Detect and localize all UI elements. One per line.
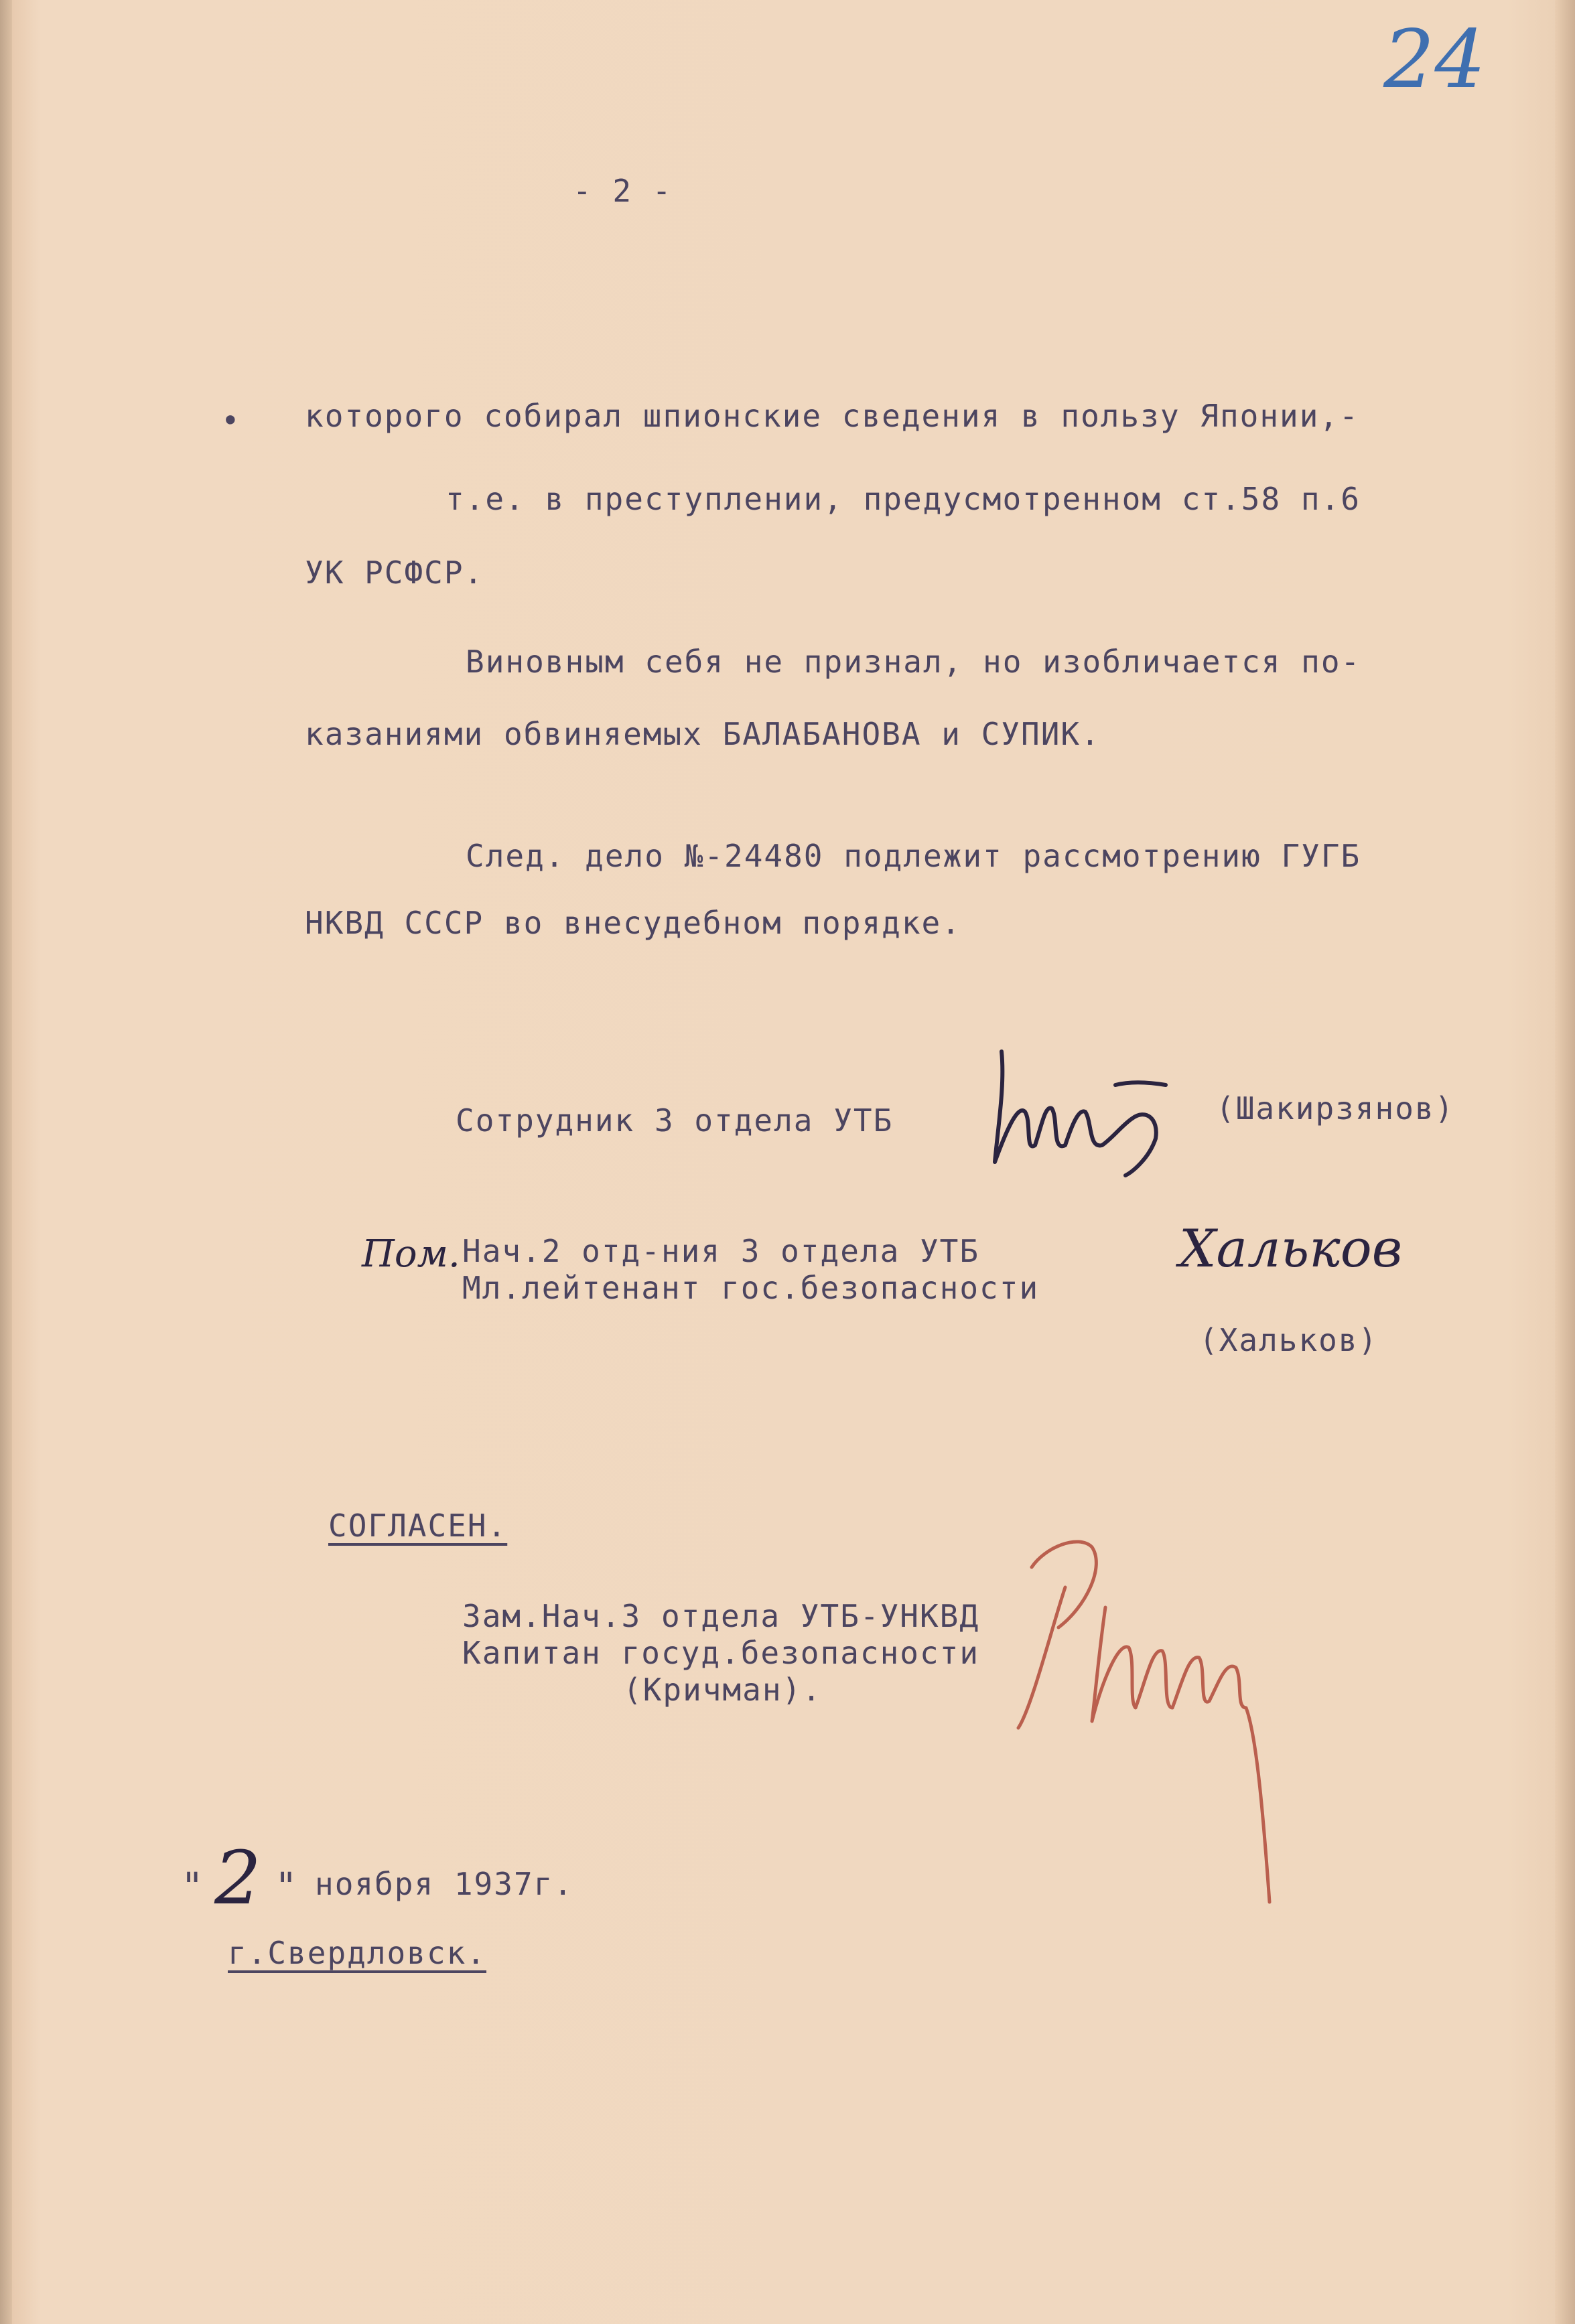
date-rest: ноября 1937г. [315, 1866, 574, 1902]
shakirzyanov-signature [978, 1045, 1179, 1179]
second-signatory-title-2: Мл.лейтенант гос.безопасности [462, 1270, 1040, 1306]
body-line-4: Виновным себя не признал, но изобличается по- [466, 644, 1361, 680]
approval-title-2: Капитан госуд.безопасности [462, 1635, 980, 1671]
date-open-quote: " [181, 1865, 205, 1909]
khalkov-signature: Хальков [1179, 1219, 1403, 1279]
body-line-3: УК РСФСР. [305, 555, 484, 591]
body-line-1: которого собирал шпионские сведения в пользу Японии,- [305, 398, 1359, 434]
approval-name: (Кричман). [623, 1672, 822, 1708]
date-close-quote: " [275, 1865, 299, 1909]
second-signatory-title-1: Нач.2 отд-ния 3 отдела УТБ [462, 1233, 980, 1269]
approval-title-1: Зам.Нач.3 отдела УТБ-УНКВД [462, 1598, 980, 1634]
body-line-5: казаниями обвиняемых БАЛАБАНОВА и СУПИК. [305, 716, 1101, 752]
approval-heading: СОГЛАСЕН. [328, 1508, 508, 1544]
first-signatory-title: Сотрудник 3 отдела УТБ [456, 1102, 894, 1139]
paper-right-edge [1555, 0, 1575, 2324]
body-line-bullet: • [221, 403, 241, 439]
krichman-signature [1005, 1507, 1286, 1922]
city: г.Свердловск. [228, 1935, 487, 1971]
second-signatory-name: (Хальков) [1199, 1322, 1379, 1358]
first-signatory-name: (Шакирзянов) [1216, 1090, 1455, 1127]
body-line-6: След. дело №-24480 подлежит рассмотрению ГУГБ [466, 838, 1361, 874]
date-day-handwritten: 2 [214, 1835, 261, 1921]
second-signatory-prefix: Пом. [362, 1232, 460, 1276]
paper-left-edge [0, 0, 12, 2324]
body-line-7: НКВД СССР во внесудебном порядке. [305, 905, 961, 941]
page-number: - 2 - [573, 173, 673, 209]
body-line-2: т.е. в преступлении, предусмотренном ст.58 п.6 [446, 481, 1361, 517]
archive-page-number: 24 [1383, 13, 1486, 106]
